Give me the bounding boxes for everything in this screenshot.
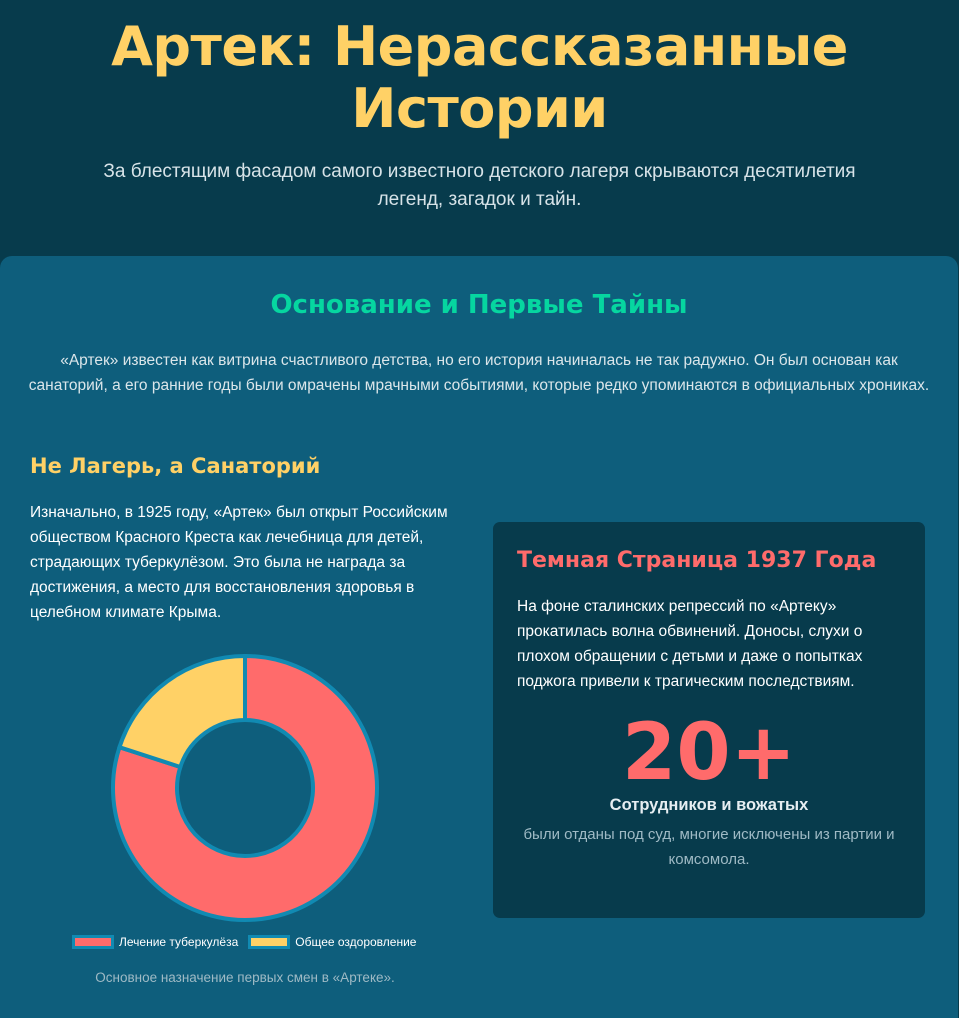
dark-page-box [493,522,925,918]
legend-item-general[interactable] [248,935,416,949]
big-stat-description: были отданы под суд, многие исключены из партии и комсомола. [523,826,895,868]
dark-box-title: Темная Страница 1937 Года [517,548,877,573]
big-stat-label: Сотрудников и вожатых [609,796,809,814]
donut-slice-1[interactable] [119,656,245,767]
section-card [0,256,958,1018]
big-stat-number: 20+ [622,708,796,798]
hero-header [0,0,959,214]
donut-chart [100,654,390,929]
legend-swatch-tb [72,935,114,949]
sanatorium-title: Не Лагерь, а Санаторий [30,454,321,478]
legend-item-tb[interactable] [72,935,238,949]
chart-legend [72,935,432,949]
legend-swatch-general [248,935,290,949]
legend-label-general: Общее оздоровление [295,935,417,949]
sanatorium-text: Изначально, в 1925 году, «Артек» был открыт Российским обществом Красного Креста как лечебница для детей, страдающих туберкулёзом. Это была не награда за достижения, а место для восстановления здоровья в целебном климате Крыма. [30,504,448,621]
legend-label-tb: Лечение туберкулёза [119,935,239,949]
donut-svg [100,654,390,929]
dark-box-text: На фоне сталинских репрессий по «Артеку» прокатилась волна обвинений. Доносы, слухи о плохом обращении с детьми и даже о попытках поджога привели к трагическим последствиям. [517,598,863,690]
page-subtitle: За блестящим фасадом самого известного детского лагеря скрываются десятилетия легенд, загадок и тайн. [103,161,856,210]
page-title: Артек: Нерассказанные Истории [111,15,848,140]
section-intro: «Артек» известен как витрина счастливого детства, но его история начиналась не так радужно. Он был основан как санаторий, а его ранние годы были омрачены мрачными событиями, которые редко упоминаются в официальных хрониках. [28,352,930,394]
chart-caption: Основное назначение первых смен в «Артеке». [95,970,395,985]
section-title: Основание и Первые Тайны [270,290,688,320]
